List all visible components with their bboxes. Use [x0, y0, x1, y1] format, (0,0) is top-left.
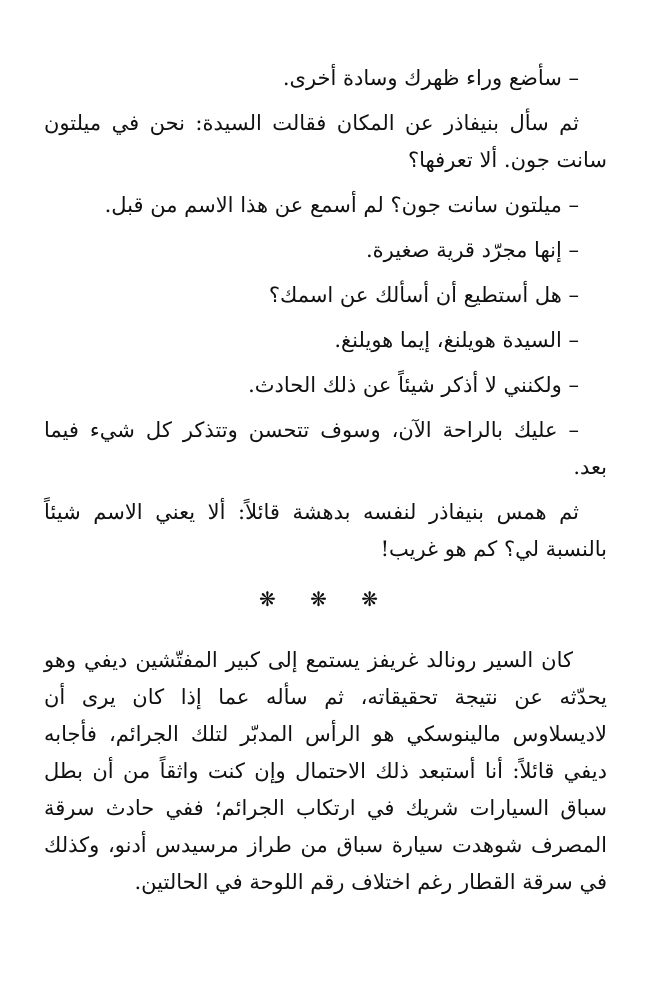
dialogue-line: – ميلتون سانت جون؟ لم أسمع عن هذا الاسم من قبل.: [104, 193, 579, 217]
dialogue-line: – سأضع وراء ظهرك وسادة أخرى.: [282, 66, 579, 90]
dialogue-line: – ولكنني لا أذكر شيئاً عن ذلك الحادث.: [248, 373, 579, 397]
dialogue-line: – هل أستطيع أن أسألك عن اسمك؟: [268, 283, 579, 307]
dialogue-line: – عليك بالراحة الآن، وسوف تتحسن وتتذكر كل شيء فيما بعد.: [44, 418, 607, 479]
dialogue-line: – السيدة هويلنغ، إيما هويلنغ.: [334, 328, 579, 352]
section-paragraph: كان السير رونالد غريفز يستمع إلى كبير المفتّشين ديفي وهو يحدّثه عن نتيجة تحقيقاته، ثم سأله عما إذا كان يرى أن لاديسلاوس مالينوسكي هو الرأس المدبّر لتلك الجرائم، فأجابه ديفي قائلاً: أنا أستبعد ذلك الاحتمال وإن كنت واثقاً من أن بطل سباق السيارات شريك في ارتكاب الجرائم؛ ففي حادث سرقة المصرف شوهدت سيارة سباق من طراز مرسيدس أدنو، وكذلك في سرقة القطار رغم اختلاف رقم اللوحة في الحالتين.: [44, 648, 607, 894]
narration-paragraph: ثم همس بنيفاذر لنفسه بدهشة قائلاً: ألا يعني الاسم شيئاً بالنسبة لي؟ كم هو غريب!: [44, 500, 607, 561]
dialogue-line: – إنها مجرّد قرية صغيرة.: [366, 238, 579, 262]
narration-paragraph: ثم سأل بنيفاذر عن المكان فقالت السيدة: نحن في ميلتون سانت جون. ألا تعرفها؟: [44, 111, 607, 172]
section-separator: ❋ ❋ ❋: [259, 587, 392, 611]
